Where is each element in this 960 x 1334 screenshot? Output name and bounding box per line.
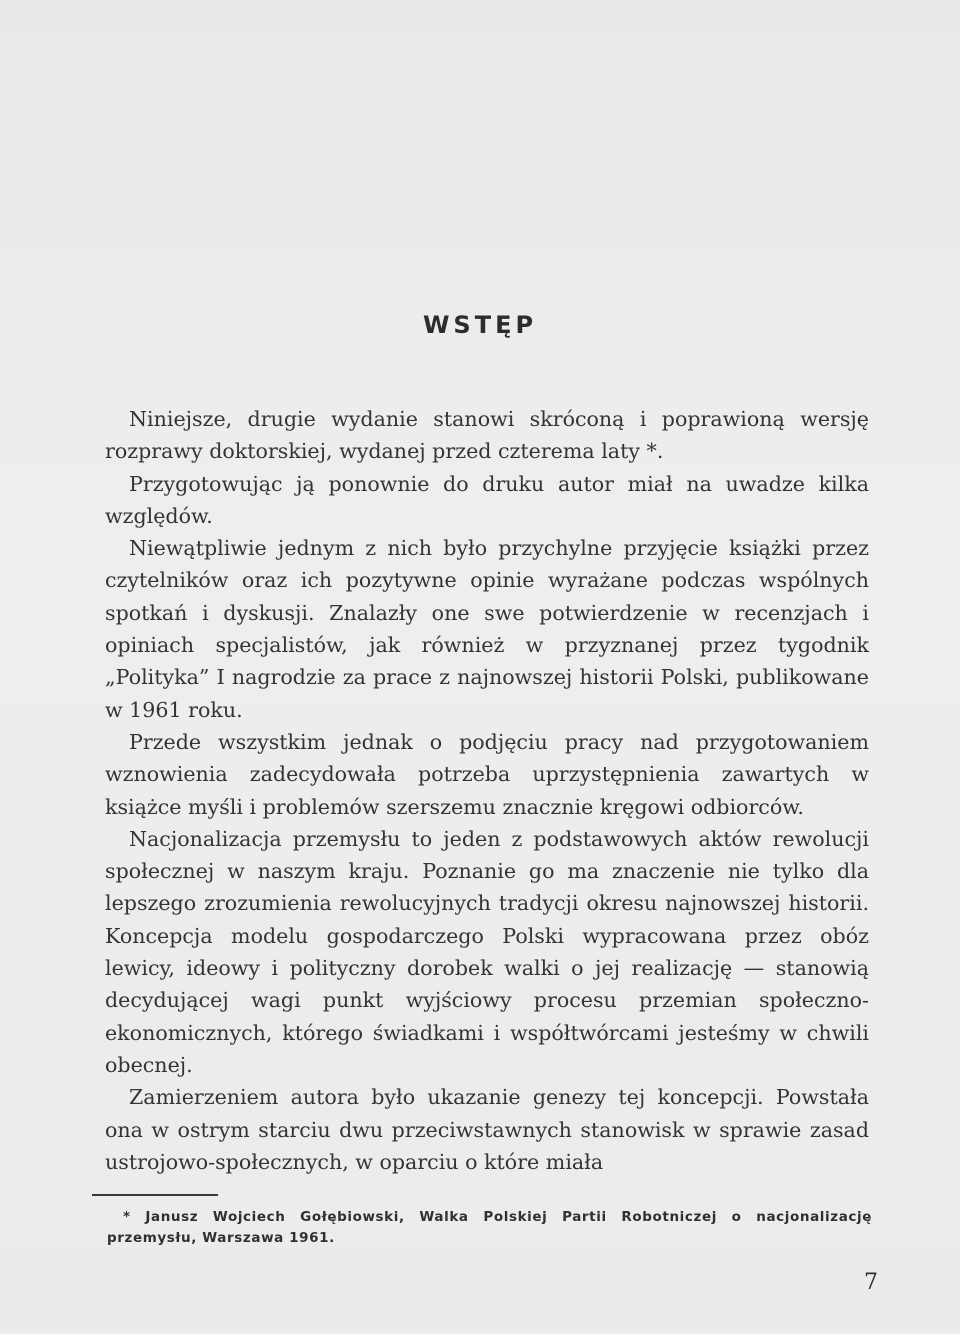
footnote: * Janusz Wojciech Gołębiowski, Walka Polskiej Partii Robotniczej o nacjonalizację przemysłu, Warszawa 1961. [107,1209,872,1246]
paragraph: Niewątpliwie jednym z nich było przychylne przyjęcie książki przez czytelników oraz ich pozytywne opinie wyrażane podczas wspólnych spotkań i dyskusji. Znalazły one swe potwierdzenie w recenzjach i opiniach specjalistów, jak również w przyznanej przez tygodnik „Polityka” I nagrodzie za prace z najnowszej historii Polski, publikowane w 1961 roku. [105,536,869,722]
paragraph: Zamierzeniem autora było ukazanie genezy tej koncepcji. Powstała ona w ostrym starciu dwu przeciwstawnych stanowisk w sprawie zasad ustrojowo-społecznych, w oparciu o które miała [105,1085,869,1174]
paragraph: Przede wszystkim jednak o podjęciu pracy nad przygotowaniem wznowienia zadecydowała potrzeba uprzystępnienia zawartych w książce myśli i problemów szerszemu znacznie kręgowi odbiorców. [105,729,869,819]
paragraph: Niniejsze, drugie wydanie stanowi skróconą i poprawioną wersję rozprawy doktorskiej, wydanej przed czterema laty *. [105,407,869,464]
chapter-title: WSTĘP [422,311,538,339]
paragraph: Nacjonalizacja przemysłu to jeden z podstawowych aktów rewolucji społecznej w naszym kraju. Poznanie go ma znaczenie nie tylko dla lepszego zrozumienia rewolucyjnych tradycji okresu najnowszej historii. Koncepcja modelu gospodarczego Polski wypracowana przez obóz lewicy, ideowy i polityczny dorobek walki o jej realizację — stanowią decydującej wagi punkt wyjściowy procesu przemian społeczno-ekonomicznych, którego świadkami i współtwórcami jesteśmy w chwili obecnej. [105,826,869,1077]
body-text [105,403,869,1178]
paragraph: Przygotowując ją ponownie do druku autor miał na uwadze kilka względów. [105,471,869,528]
page-number: 7 [864,1270,878,1295]
footnote-divider [92,1194,218,1196]
